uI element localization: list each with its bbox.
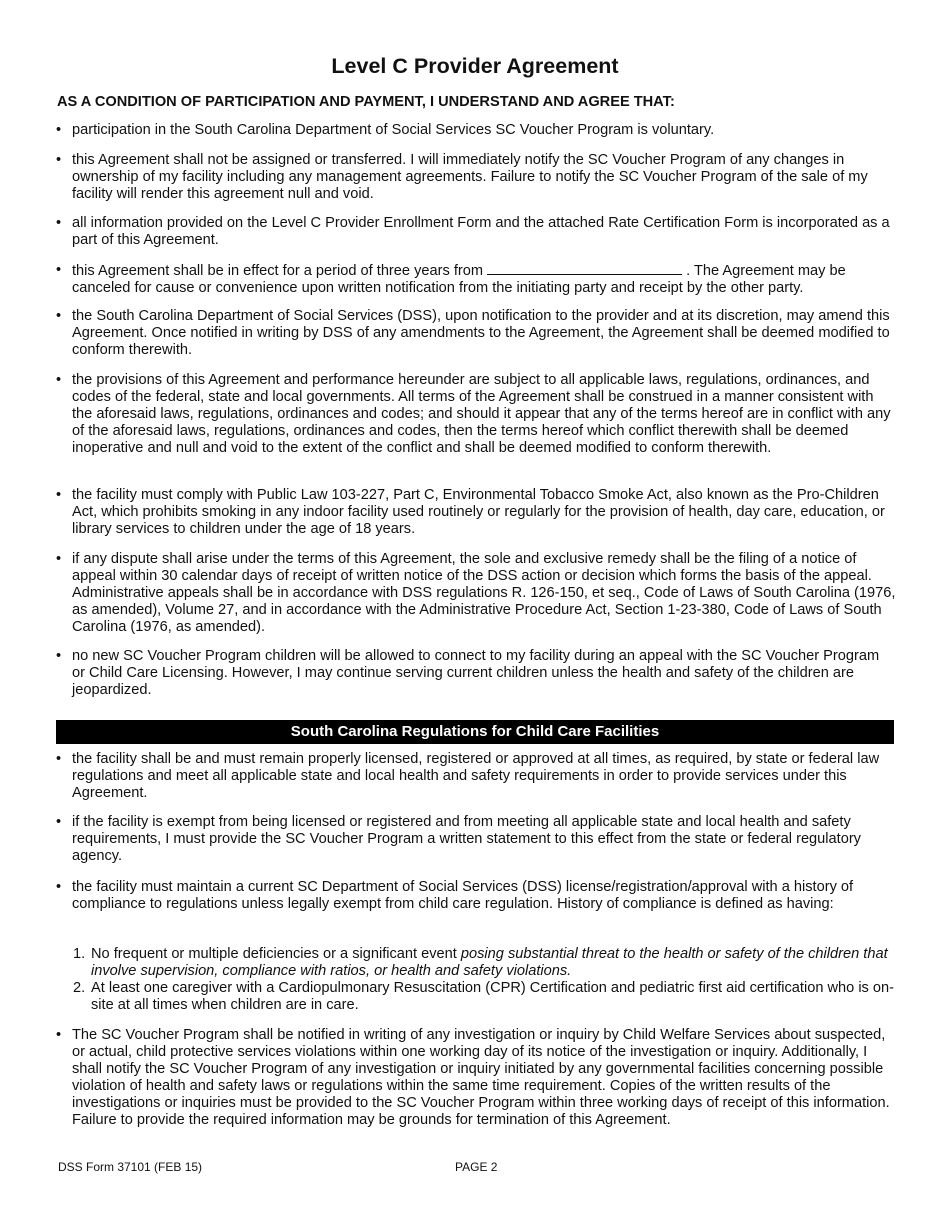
regulations-list	[56, 1027, 896, 1129]
regulation-item: • The SC Voucher Program shall be notified in writing of any investigation or inquiry by Child Welfare Services about suspected, or actual, child protective services violations within one working day of its notice of the investigation or inquiry. Additionally, I shall notify the SC Voucher Program of any investigation or inquiry initiated by any governmental facilities concerning possible violation of health and safety laws or regulations within the same time requirement. Copies of the written results of the investigations or inquiries must be provided to the SC Voucher Program within three working days of receipt of this information. Failure to provide the required information may be grounds for termination of this Agreement.	[56, 1027, 896, 1129]
compliance-text-italic: posing substantial threat to the health or safety of the children that involve supervision, compliance with ratios, or health and safety violations.	[91, 946, 888, 979]
terms-list	[56, 308, 896, 359]
page-number: PAGE 2	[455, 1160, 498, 1174]
term-item: • the facility must comply with Public Law 103-227, Part C, Environmental Tobacco Smoke Act, also known as the Pro-Children Act, which prohibits smoking in any indoor facility used routinely or regularly for the provision of health, day care, education, or library services to children under the age of 18 years.	[56, 487, 896, 538]
terms-list	[56, 551, 896, 636]
compliance-text: At least one caregiver with a Cardiopulmonary Resuscitation (CPR) Certification and pediatric first aid certification who is on-site at all times when children are in care.	[91, 980, 895, 1013]
term-item: • if any dispute shall arise under the terms of this Agreement, the sole and exclusive remedy shall be the filing of a notice of appeal within 30 calendar days of receipt of written notice of the DSS action or decision which forms the basis of the appeal. Administrative appeals shall be in accordance with DSS regulations R. 126-150, et seq., Code of Laws of South Carolina (1976, as amended), Volume 27, and in accordance with the Administrative Procedure Act, Section 1-23-380, Code of Laws of South Carolina (1976, as amended).	[56, 551, 896, 636]
page-title: Level C Provider Agreement	[331, 54, 619, 78]
compliance-number: 2.	[73, 980, 86, 996]
term-period-text-rest: . The Agreement may be canceled for cause or convenience upon written notification from the initiating party and receipt by the other party.	[72, 263, 846, 296]
term-item: • the South Carolina Department of Social Services (DSS), upon notification to the provider and at its discretion, may amend this Agreement. Once notified in writing by DSS of any amendments to the Agreement, the Agreement shall be deemed modified to conform therewith.	[56, 308, 896, 359]
term-item: • this Agreement shall not be assigned or transferred. I will immediately notify the SC Voucher Program of any changes in ownership of my facility including any management agreements. Failure to notify the SC Voucher Program of the sale of my facility will render this agreement null and void.	[56, 152, 896, 203]
regulations-list	[56, 814, 896, 865]
terms-list	[56, 262, 896, 297]
term-item: • the provisions of this Agreement and performance hereunder are subject to all applicable laws, regulations, ordinances, and codes of the federal, state and local governments. All terms of the Agreement shall be construed in a manner consistent with the aforesaid laws, regulations, ordinances and codes; and should it appear that any of the terms hereof are in conflict with any of the aforesaid laws, regulations, ordinances and codes, then the terms hereof which conflict therewith shall be deemed inoperative and null and void to the extent of the conflict and shall be deemed modified to conform therewith.	[56, 372, 896, 457]
regulation-item: • if the facility is exempt from being licensed or registered and from meeting all applicable state and local health and safety requirements, I must provide the SC Voucher Program a written statement to this effect from the state or federal regulatory agency.	[56, 814, 896, 865]
regulations-heading: South Carolina Regulations for Child Care Facilities	[56, 720, 894, 744]
terms-list	[56, 215, 896, 249]
start-date-blank[interactable]	[487, 262, 682, 275]
term-item: • all information provided on the Level C Provider Enrollment Form and the attached Rate Certification Form is incorporated as a part of this Agreement.	[56, 215, 896, 249]
condition-heading: AS A CONDITION OF PARTICIPATION AND PAYMENT, I UNDERSTAND AND AGREE THAT:	[57, 94, 675, 110]
regulations-list	[56, 751, 896, 802]
terms-list	[56, 648, 896, 699]
terms-list	[56, 372, 896, 457]
regulation-item: • the facility must maintain a current SC Department of Social Services (DSS) license/registration/approval with a history of compliance to regulations unless legally exempt from child care regulation. History of compliance is defined as having:	[56, 879, 896, 913]
regulation-item: • the facility shall be and must remain properly licensed, registered or approved at all times, as required, by state or federal law regulations and meet all applicable state and local health and safety requirements in order to provide services under this Agreement.	[56, 751, 896, 802]
compliance-item	[73, 946, 896, 980]
terms-list	[56, 152, 896, 203]
term-item: • no new SC Voucher Program children will be allowed to connect to my facility during an appeal with the SC Voucher Program or Child Care Licensing. However, I may continue serving current children unless the health and safety of the children are jeopardized.	[56, 648, 896, 699]
compliance-item	[73, 980, 896, 1014]
compliance-list	[73, 946, 896, 1014]
terms-list	[56, 122, 896, 139]
form-number: DSS Form 37101 (FEB 15)	[58, 1160, 203, 1174]
terms-list	[56, 487, 896, 538]
compliance-text: No frequent or multiple deficiencies or a significant event	[91, 946, 461, 962]
regulations-list	[56, 879, 896, 913]
term-period-text: this Agreement shall be in effect for a period of three years from	[72, 263, 484, 279]
term-item-period	[56, 262, 896, 297]
compliance-number: 1.	[73, 946, 86, 962]
term-item: • participation in the South Carolina Department of Social Services SC Voucher Program is voluntary.	[56, 122, 896, 139]
